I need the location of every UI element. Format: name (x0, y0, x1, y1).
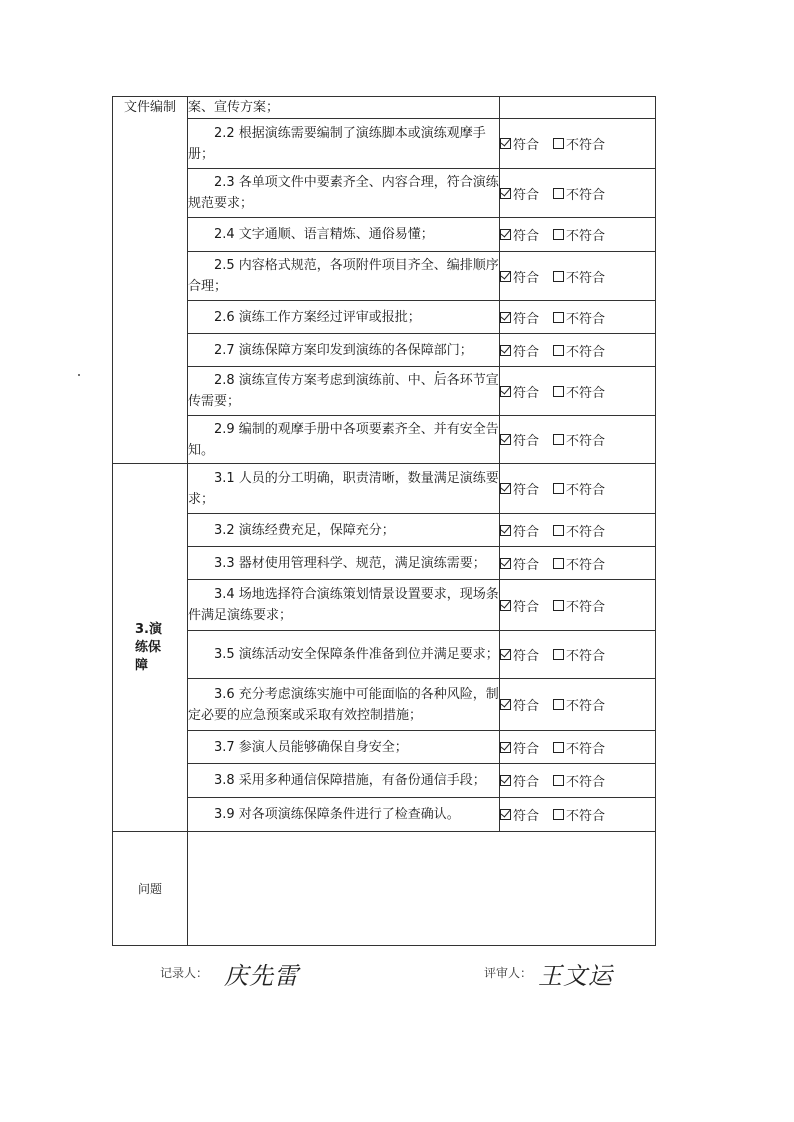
option-label: 符合 (513, 775, 540, 790)
checkbox-icon[interactable] (553, 649, 564, 660)
checked-box-icon[interactable] (500, 809, 511, 820)
criterion-text: 3.1 人员的分工明确，职责清晰，数量满足演练要求； (188, 470, 499, 507)
checkbox-icon[interactable] (553, 386, 564, 397)
table-row (113, 218, 656, 252)
table-row (113, 416, 656, 464)
option-label: 符合 (513, 229, 540, 244)
option-label: 不符合 (566, 187, 606, 203)
checkbox-icon[interactable] (553, 188, 564, 199)
option-label: 符合 (513, 699, 540, 714)
criterion-cell (188, 301, 500, 334)
option-fail[interactable] (553, 596, 605, 615)
table-row (113, 334, 656, 367)
checkbox-icon[interactable] (553, 434, 564, 445)
criterion-cell (188, 764, 500, 798)
checkbox-icon[interactable] (553, 525, 564, 536)
result-cell-empty (500, 97, 656, 119)
option-label: 不符合 (566, 434, 606, 449)
checked-box-icon[interactable] (500, 434, 511, 445)
criterion-text: 2.9 编制的观摩手册中各项要素齐全、并有安全告知。 (188, 421, 499, 458)
option-label: 不符合 (566, 649, 606, 664)
criterion-text: 2.4 文字通顺、语言精炼、通俗易懂； (214, 227, 434, 242)
table-row (113, 631, 656, 679)
option-fail[interactable] (553, 134, 605, 153)
table-row (113, 119, 656, 169)
result-cell (500, 514, 656, 547)
issues-field[interactable] (188, 832, 656, 946)
criterion-text: 3.6 充分考虑演练实施中可能面临的各种风险，制定必要的应急预案或采取有效控制措施； (188, 686, 499, 723)
checkbox-icon[interactable] (553, 312, 564, 323)
result-cell (500, 464, 656, 514)
option-label: 不符合 (566, 138, 606, 153)
checked-box-icon[interactable] (500, 138, 511, 149)
category-label: 3.演练保障 (135, 621, 162, 673)
result-cell (500, 631, 656, 679)
option-label: 不符合 (566, 344, 606, 360)
criterion-text: 3.2 演练经费充足，保障充分； (214, 522, 395, 538)
checked-box-icon[interactable] (500, 742, 511, 753)
checkbox-icon[interactable] (553, 345, 564, 356)
criterion-cell (188, 119, 500, 169)
result-cell (500, 416, 656, 464)
result-cell (500, 334, 656, 367)
issues-row (113, 832, 656, 946)
option-fail[interactable] (553, 308, 605, 327)
option-label: 符合 (513, 434, 540, 449)
criterion-cell (188, 334, 500, 367)
option-label: 符合 (513, 270, 540, 286)
option-pass[interactable] (500, 805, 539, 824)
option-label: 符合 (513, 599, 540, 615)
checked-box-icon[interactable] (500, 649, 511, 660)
criterion-text: 3.5 演练活动安全保障条件准备到位并满足要求； (214, 647, 499, 662)
criterion-cell (188, 580, 500, 631)
option-label: 不符合 (566, 385, 606, 401)
criterion-cell (188, 514, 500, 547)
option-label: 符合 (513, 344, 540, 360)
signature-row (0, 958, 794, 1008)
result-cell (500, 169, 656, 218)
table-row (113, 547, 656, 580)
option-label: 不符合 (566, 483, 606, 498)
result-cell (500, 679, 656, 731)
table-row (113, 731, 656, 764)
evaluation-table (112, 96, 656, 946)
option-fail[interactable] (553, 267, 605, 286)
criterion-text: 2.8 演练宣传方案考虑到演练前、中、后各环节宣传需要； (188, 373, 499, 409)
category-support (113, 464, 188, 832)
criterion-cell (188, 464, 500, 514)
option-label: 不符合 (566, 809, 606, 824)
checkbox-icon[interactable] (553, 699, 564, 710)
category-doc (113, 97, 188, 464)
option-pass[interactable] (500, 430, 539, 449)
criterion-cell (188, 218, 500, 252)
option-pass[interactable] (500, 738, 539, 757)
option-fail[interactable] (553, 184, 605, 203)
checked-box-icon[interactable] (500, 271, 511, 282)
option-label: 符合 (513, 385, 540, 401)
option-fail[interactable] (553, 805, 605, 824)
option-label: 不符合 (566, 699, 606, 714)
checkbox-icon[interactable] (553, 271, 564, 282)
checked-box-icon[interactable] (500, 525, 511, 536)
table-row (113, 464, 656, 514)
table-row (113, 764, 656, 798)
table-row (113, 679, 656, 731)
scan-speck (437, 371, 439, 373)
option-label: 不符合 (566, 775, 606, 790)
result-cell (500, 367, 656, 416)
option-fail[interactable] (553, 341, 605, 360)
table-row (113, 514, 656, 547)
result-cell (500, 119, 656, 169)
category-issues (113, 832, 188, 946)
result-cell (500, 301, 656, 334)
checked-box-icon[interactable] (500, 386, 511, 397)
checked-box-icon[interactable] (500, 775, 511, 786)
checkbox-icon[interactable] (553, 775, 564, 786)
result-cell (500, 580, 656, 631)
option-fail[interactable] (553, 695, 605, 714)
option-pass[interactable] (500, 479, 539, 498)
checked-box-icon[interactable] (500, 345, 511, 356)
criterion-text: 3.4 场地选择符合演练策划情景设置要求，现场条件满足演练要求； (188, 587, 499, 623)
criterion-cell (188, 252, 500, 301)
option-label: 符合 (513, 809, 540, 824)
option-pass[interactable] (500, 382, 539, 401)
option-fail[interactable] (553, 225, 605, 244)
criterion-cell (188, 547, 500, 580)
recorder-label: 记录人： (160, 966, 209, 980)
criterion-text: 2.2 根据演练需要编制了演练脚本或演练观摩手册； (188, 125, 486, 162)
option-label: 符合 (513, 649, 540, 664)
reviewer-label: 评审人： (484, 966, 533, 980)
result-cell (500, 764, 656, 798)
checkbox-icon[interactable] (553, 809, 564, 820)
option-pass[interactable] (500, 521, 539, 540)
checked-box-icon[interactable] (500, 558, 511, 569)
option-pass[interactable] (500, 267, 539, 286)
option-label: 不符合 (566, 270, 606, 286)
option-fail[interactable] (553, 645, 605, 664)
option-label: 符合 (513, 741, 540, 757)
option-label: 符合 (513, 524, 540, 540)
result-cell (500, 218, 656, 252)
option-fail[interactable] (553, 382, 605, 401)
criterion-text: 3.9 对各项演练保障条件进行了检查确认。 (214, 807, 460, 822)
option-pass[interactable] (500, 134, 539, 153)
checked-box-icon[interactable] (500, 312, 511, 323)
category-label: 问题 (137, 882, 162, 896)
table-row (113, 367, 656, 416)
option-label: 符合 (513, 483, 540, 498)
option-fail[interactable] (553, 771, 605, 790)
table-row (113, 252, 656, 301)
criterion-text: 3.7 参演人员能够确保自身安全； (214, 739, 408, 755)
result-cell (500, 731, 656, 764)
table-row (113, 169, 656, 218)
option-pass[interactable] (500, 225, 539, 244)
scan-speck (78, 374, 80, 376)
criterion-text: 3.8 采用多种通信保障措施，有备份通信手段； (214, 773, 486, 788)
criterion-cell (188, 97, 500, 119)
category-label: 文件编制 (123, 100, 176, 115)
option-pass[interactable] (500, 771, 539, 790)
reviewer-signature: 王文运 (538, 962, 613, 990)
option-pass[interactable] (500, 554, 539, 573)
option-fail[interactable] (553, 479, 605, 498)
criterion-text: 2.6 演练工作方案经过评审或报批； (214, 309, 421, 325)
table-row (113, 97, 656, 119)
table-row (113, 301, 656, 334)
option-label: 不符合 (566, 229, 606, 244)
checked-box-icon[interactable] (500, 483, 511, 494)
checked-box-icon[interactable] (500, 188, 511, 199)
criterion-cell (188, 631, 500, 679)
table-row (113, 798, 656, 832)
option-label: 符合 (513, 557, 540, 573)
checkbox-icon[interactable] (553, 138, 564, 149)
option-pass[interactable] (500, 308, 539, 327)
criterion-cell (188, 679, 500, 731)
option-fail[interactable] (553, 430, 605, 449)
checkbox-icon[interactable] (553, 558, 564, 569)
option-label: 不符合 (566, 311, 606, 327)
checked-box-icon[interactable] (500, 229, 511, 240)
result-cell (500, 798, 656, 832)
criterion-cell (188, 416, 500, 464)
criterion-text: 3.3 器材使用管理科学、规范，满足演练需要； (214, 555, 486, 571)
criterion-text: 2.5 内容格式规范，各项附件项目齐全、编排顺序合理； (188, 258, 499, 294)
criterion-text: 2.7 演练保障方案印发到演练的各保障部门； (214, 342, 473, 358)
option-label: 不符合 (566, 599, 606, 615)
option-label: 符合 (513, 311, 540, 327)
option-label: 符合 (513, 187, 540, 203)
table-row (113, 580, 656, 631)
result-cell (500, 252, 656, 301)
checkbox-icon[interactable] (553, 742, 564, 753)
option-pass[interactable] (500, 695, 539, 714)
criterion-text: 2.3 各单项文件中要素齐全、内容合理，符合演练规范要求； (188, 175, 499, 211)
checkbox-icon[interactable] (553, 229, 564, 240)
option-pass[interactable] (500, 645, 539, 664)
option-fail[interactable] (553, 521, 605, 540)
option-pass[interactable] (500, 184, 539, 203)
criterion-cell (188, 798, 500, 832)
option-pass[interactable] (500, 596, 539, 615)
checked-box-icon[interactable] (500, 699, 511, 710)
option-label: 不符合 (566, 741, 606, 757)
checkbox-icon[interactable] (553, 600, 564, 611)
checkbox-icon[interactable] (553, 483, 564, 494)
option-label: 不符合 (566, 557, 606, 573)
option-label: 不符合 (566, 524, 606, 540)
option-label: 符合 (513, 138, 540, 153)
recorder-signature: 庆先雷 (224, 962, 299, 990)
option-pass[interactable] (500, 341, 539, 360)
checked-box-icon[interactable] (500, 600, 511, 611)
criterion-text: 案、宣传方案； (188, 100, 280, 115)
criterion-cell (188, 169, 500, 218)
option-fail[interactable] (553, 738, 605, 757)
criterion-cell (188, 367, 500, 416)
criterion-cell (188, 731, 500, 764)
option-fail[interactable] (553, 554, 605, 573)
result-cell (500, 547, 656, 580)
